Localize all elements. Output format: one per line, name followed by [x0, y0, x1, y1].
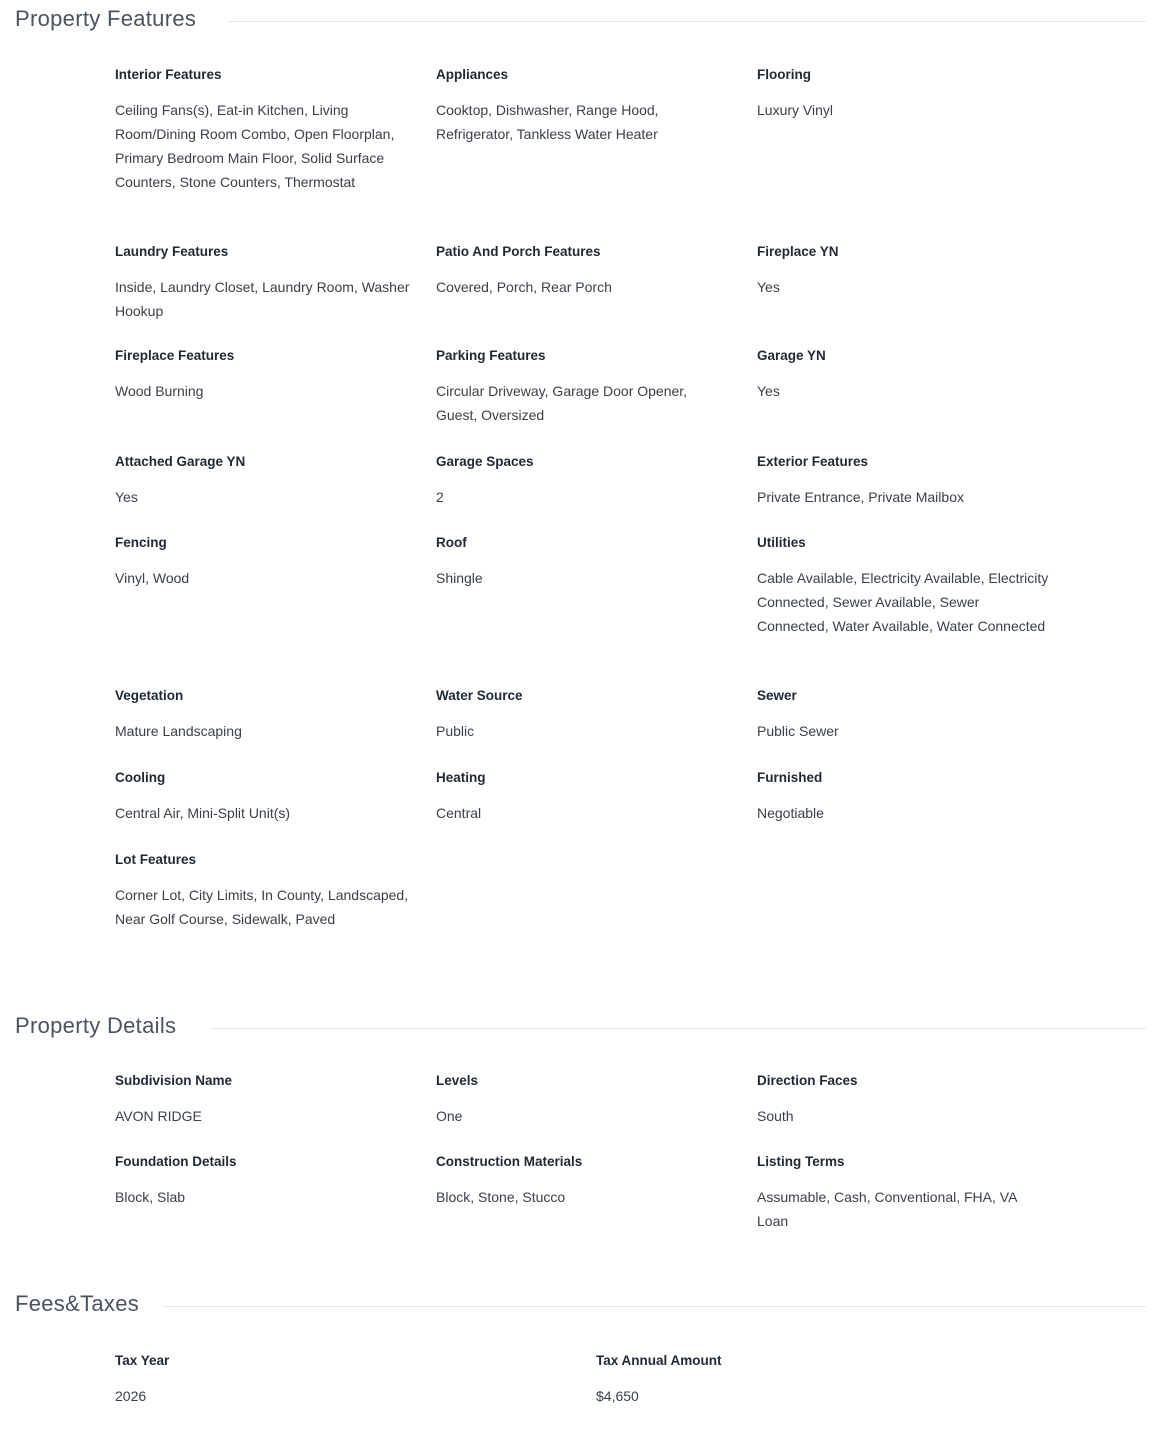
property-details-section	[0, 1007, 1154, 1051]
detail-label: Subdivision Name	[115, 1073, 233, 1088]
section-divider	[228, 21, 1146, 22]
feature-row	[115, 769, 1075, 825]
feature-label: Utilities	[757, 535, 806, 550]
feature-label: Garage YN	[757, 348, 826, 363]
fees-row	[115, 1352, 1075, 1408]
section-header	[0, 1285, 1154, 1329]
feature-item-vegetation	[115, 687, 436, 743]
feature-value: Inside, Laundry Closet, Laundry Room, Washer Hookup	[115, 279, 410, 319]
feature-label: Attached Garage YN	[115, 454, 246, 469]
feature-value: Public	[436, 723, 475, 739]
feature-value: Cable Available, Electricity Available, Electricity Connected, Sewer Available, Sewer Connected, Water Available, Water Connected	[757, 570, 1049, 634]
feature-item-interior-features	[115, 66, 436, 194]
feature-label: Garage Spaces	[436, 454, 534, 469]
feature-item-laundry-features	[115, 243, 436, 323]
feature-value: Yes	[115, 489, 138, 505]
detail-item-listing-terms	[757, 1153, 1075, 1233]
feature-value: Central	[436, 805, 482, 821]
detail-value: Block, Slab	[115, 1189, 186, 1205]
section-title: Property Features	[15, 6, 214, 32]
feature-item-utilities	[757, 534, 1075, 638]
feature-item-flooring	[757, 66, 1075, 194]
fee-value: $4,650	[596, 1388, 639, 1404]
feature-value: Yes	[757, 279, 780, 295]
detail-item-levels	[436, 1072, 757, 1128]
detail-label: Construction Materials	[436, 1154, 583, 1169]
feature-item-roof	[436, 534, 757, 638]
feature-item-furnished	[757, 769, 1075, 825]
feature-label: Parking Features	[436, 348, 546, 363]
feature-label: Appliances	[436, 67, 509, 82]
fee-value: 2026	[115, 1388, 147, 1404]
feature-value: Yes	[757, 383, 780, 399]
feature-item-heating	[436, 769, 757, 825]
feature-item-water-source	[436, 687, 757, 743]
feature-row	[115, 243, 1075, 323]
feature-value: Public Sewer	[757, 723, 839, 739]
feature-value: Shingle	[436, 570, 483, 586]
feature-value: Covered, Porch, Rear Porch	[436, 279, 612, 295]
feature-row	[115, 534, 1075, 638]
feature-value: Private Entrance, Private Mailbox	[757, 489, 964, 505]
feature-item-cooling	[115, 769, 436, 825]
feature-row	[115, 453, 1075, 509]
section-divider	[210, 1028, 1146, 1029]
feature-label: Exterior Features	[757, 454, 869, 469]
feature-value: Ceiling Fans(s), Eat-in Kitchen, Living Room/Dining Room Combo, Open Floorplan, Primary Bedroom Main Floor, Solid Surface Counters, Stone Counters, Thermostat	[115, 102, 395, 190]
feature-value: Negotiable	[757, 805, 824, 821]
detail-label: Foundation Details	[115, 1154, 237, 1169]
feature-label: Flooring	[757, 67, 811, 82]
detail-item-subdivision-name	[115, 1072, 436, 1128]
detail-label: Direction Faces	[757, 1073, 858, 1088]
feature-row	[115, 687, 1075, 743]
feature-label: Lot Features	[115, 852, 197, 867]
detail-value: AVON RIDGE	[115, 1108, 202, 1124]
fees-taxes-section	[0, 1285, 1154, 1329]
feature-item-fireplace-yn	[757, 243, 1075, 323]
feature-value: Wood Burning	[115, 383, 204, 399]
feature-item-parking-features	[436, 347, 757, 427]
feature-label: Laundry Features	[115, 244, 229, 259]
feature-row	[115, 66, 1075, 194]
feature-label: Cooling	[115, 770, 166, 785]
detail-item-direction-faces	[757, 1072, 1075, 1128]
section-title: Property Details	[15, 1013, 194, 1039]
section-header	[0, 0, 1154, 44]
feature-value: Corner Lot, City Limits, In County, Landscaped, Near Golf Course, Sidewalk, Paved	[115, 887, 409, 927]
detail-row	[115, 1072, 1075, 1128]
feature-value: Vinyl, Wood	[115, 570, 190, 586]
feature-label: Water Source	[436, 688, 523, 703]
feature-item-appliances	[436, 66, 757, 194]
detail-value: South	[757, 1108, 794, 1124]
detail-value: One	[436, 1108, 463, 1124]
detail-item-construction-materials	[436, 1153, 757, 1233]
feature-item-fireplace-features	[115, 347, 436, 427]
section-title: Fees&Taxes	[15, 1291, 157, 1317]
detail-value: Assumable, Cash, Conventional, FHA, VA Loan	[757, 1189, 1017, 1229]
feature-item-garage-yn	[757, 347, 1075, 427]
feature-value: Circular Driveway, Garage Door Opener, Guest, Oversized	[436, 383, 688, 423]
feature-label: Interior Features	[115, 67, 222, 82]
feature-value: Luxury Vinyl	[757, 102, 834, 118]
feature-item-lot-features	[115, 851, 436, 931]
feature-value: Central Air, Mini-Split Unit(s)	[115, 805, 291, 821]
feature-label: Sewer	[757, 688, 797, 703]
feature-value: Cooktop, Dishwasher, Range Hood, Refrigerator, Tankless Water Heater	[436, 102, 659, 142]
detail-label: Listing Terms	[757, 1154, 845, 1169]
fee-item-tax-annual-amount	[596, 1352, 1075, 1408]
detail-row	[115, 1153, 1075, 1233]
feature-item-exterior-features	[757, 453, 1075, 509]
fee-item-tax-year	[115, 1352, 596, 1408]
detail-item-foundation-details	[115, 1153, 436, 1233]
section-header	[0, 1007, 1154, 1051]
detail-value: Block, Stone, Stucco	[436, 1189, 566, 1205]
feature-label: Patio And Porch Features	[436, 244, 601, 259]
section-divider	[162, 1306, 1146, 1307]
fee-label: Tax Annual Amount	[596, 1353, 722, 1368]
feature-label: Fireplace Features	[115, 348, 235, 363]
feature-value: 2	[436, 489, 444, 505]
feature-label: Vegetation	[115, 688, 184, 703]
feature-item-garage-spaces	[436, 453, 757, 509]
feature-label: Fencing	[115, 535, 167, 550]
feature-row	[115, 851, 1075, 931]
feature-item-attached-garage-yn	[115, 453, 436, 509]
fee-label: Tax Year	[115, 1353, 170, 1368]
feature-item-patio-porch	[436, 243, 757, 323]
feature-item-fencing	[115, 534, 436, 638]
detail-label: Levels	[436, 1073, 479, 1088]
feature-row	[115, 347, 1075, 427]
feature-label: Heating	[436, 770, 486, 785]
feature-label: Furnished	[757, 770, 823, 785]
property-features-section	[0, 0, 1154, 44]
feature-label: Fireplace YN	[757, 244, 839, 259]
feature-item-sewer	[757, 687, 1075, 743]
feature-value: Mature Landscaping	[115, 723, 242, 739]
feature-label: Roof	[436, 535, 467, 550]
